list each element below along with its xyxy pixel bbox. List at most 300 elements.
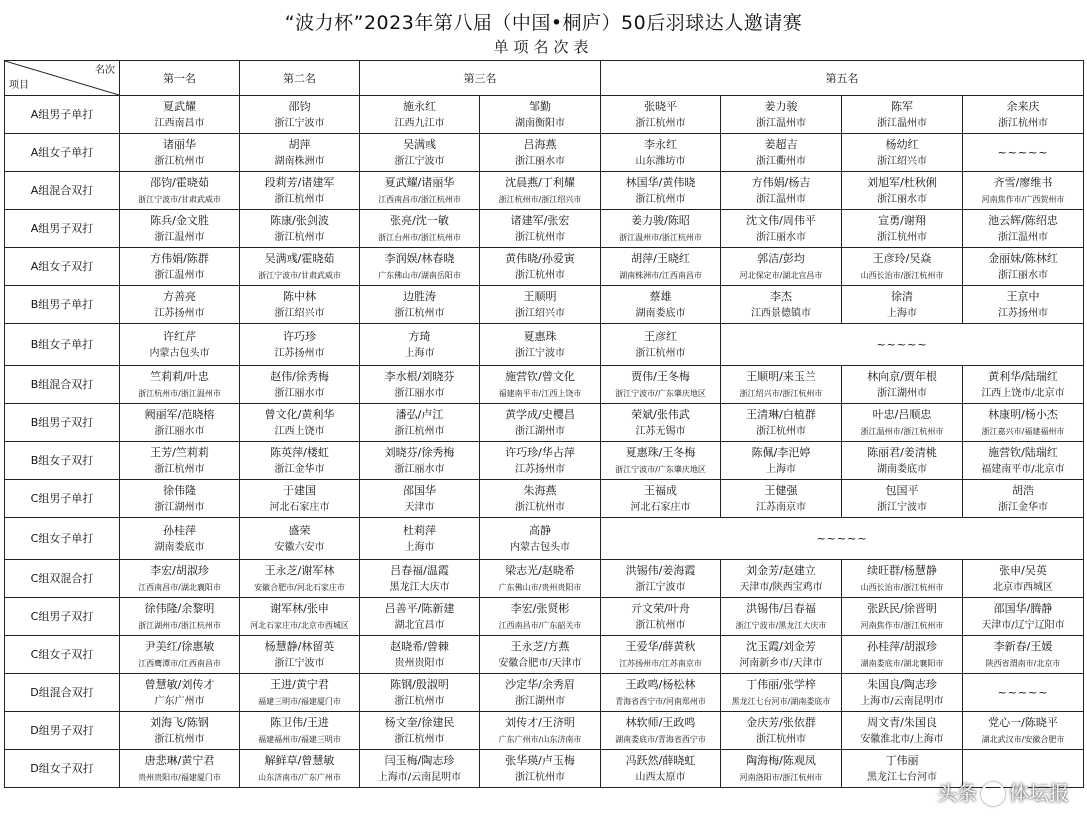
player-names: 林向京/贾年根 (867, 369, 937, 383)
result-cell (842, 248, 963, 286)
player-names: 解鲜草/曾慧敏 (264, 753, 335, 767)
player-names: 林软师/王政鸣 (625, 715, 696, 729)
player-location: 浙江杭州市 (756, 733, 806, 745)
event-name: B组混合双打 (5, 366, 120, 404)
player-names: 吕善平/陈新建 (384, 601, 455, 615)
result-cell (120, 636, 240, 674)
result-cell (120, 750, 240, 788)
result-cell (360, 636, 480, 674)
player-names: 许巧珍 (283, 329, 316, 343)
table-row (5, 172, 1084, 210)
player-names: 陈军 (891, 99, 913, 113)
result-cell (240, 366, 360, 404)
player-location: 广东广州市/山东济南市 (498, 734, 582, 744)
result-cell (480, 598, 601, 636)
player-location: 浙江杭州市 (154, 155, 205, 167)
player-location: 浙江温州市/浙江杭州市 (619, 232, 702, 242)
result-cell (480, 636, 601, 674)
result-cell (240, 560, 360, 598)
empty-placeholder: ~~~~~ (721, 324, 1084, 366)
result-cell (120, 96, 240, 134)
player-location: 浙江湖州市 (515, 425, 565, 437)
ranking-table (4, 60, 1084, 788)
result-cell (721, 480, 842, 518)
result-cell (963, 210, 1084, 248)
player-names: 黄利华/陆瑞红 (988, 369, 1058, 383)
player-location: 贵州贵阳市/福建厦门市 (138, 772, 221, 782)
player-location: 浙江温州市 (756, 117, 806, 129)
player-names: 阙丽军/范晓榕 (144, 407, 215, 421)
player-location: 安徽六安市 (274, 541, 325, 553)
player-location: 浙江杭州市 (394, 733, 445, 745)
result-cell (601, 366, 721, 404)
event-name: C组女子单打 (5, 518, 120, 560)
result-cell (240, 598, 360, 636)
result-cell (842, 598, 963, 636)
player-names: 王顺明 (523, 289, 557, 303)
player-location: 江西南昌市 (154, 117, 205, 129)
player-location: 江苏扬州市 (274, 347, 325, 359)
result-cell (842, 404, 963, 442)
table-row (5, 636, 1084, 674)
player-location: 内蒙古包头市 (510, 541, 570, 553)
player-names: 吕海燕 (523, 137, 557, 151)
player-location: 浙江丽水市 (756, 231, 806, 243)
result-cell (120, 210, 240, 248)
player-names: 徐清 (891, 289, 913, 303)
player-location: 天津市/陕西宝鸡市 (739, 581, 823, 593)
player-location: 天津市 (404, 501, 435, 513)
player-location: 广东佛山市/贵州贵阳市 (498, 582, 582, 592)
player-names: 陈兵/金文胜 (150, 213, 209, 227)
event-name: C组男子单打 (5, 480, 120, 518)
result-cell (480, 674, 601, 712)
player-names: 邵钧/霍晓茹 (150, 175, 209, 189)
event-name: A组混合双打 (5, 172, 120, 210)
player-names: 王彦红 (644, 329, 677, 343)
player-location: 河北保定市/湖北宜昌市 (739, 270, 823, 280)
result-cell (120, 172, 240, 210)
player-location: 浙江杭州市 (515, 501, 565, 513)
result-cell (721, 674, 842, 712)
result-cell (240, 636, 360, 674)
player-location: 浙江嘉兴市/福建福州市 (981, 426, 1065, 436)
result-cell (842, 674, 963, 712)
at-icon (981, 782, 1005, 806)
player-location: 浙江绍兴市 (877, 155, 927, 167)
player-location: 江西上饶市 (274, 425, 325, 437)
player-location: 浙江宁波市/广东肇庆地区 (615, 464, 706, 474)
event-name: A组男子单打 (5, 96, 120, 134)
result-cell (480, 712, 601, 750)
player-location: 浙江金华市 (274, 463, 325, 475)
table-row (5, 96, 1084, 134)
player-location: 浙江温州市 (154, 231, 205, 243)
player-location: 内蒙古包头市 (149, 347, 210, 359)
result-cell (842, 172, 963, 210)
player-location: 湖南衡阳市 (515, 117, 565, 129)
player-location: 北京市西城区 (993, 581, 1053, 593)
player-names: 邵钧 (288, 99, 311, 113)
player-location: 山西长治市/浙江杭州市 (860, 582, 944, 592)
result-cell (360, 480, 480, 518)
result-cell (721, 404, 842, 442)
player-location: 浙江杭州市 (394, 307, 445, 319)
result-cell (120, 560, 240, 598)
result-cell (480, 286, 601, 324)
result-cell (963, 248, 1084, 286)
player-location: 浙江宁波市/甘肃武威市 (258, 270, 341, 280)
player-names: 赵伟/徐秀梅 (270, 369, 329, 383)
result-cell (842, 366, 963, 404)
player-names: 叶忠/吕顺忠 (872, 407, 932, 421)
result-cell (601, 134, 721, 172)
player-location: 广东佛山市/湖南岳阳市 (378, 270, 461, 280)
table-row (5, 366, 1084, 404)
player-location: 河北石家庄市 (630, 501, 691, 513)
result-cell (120, 286, 240, 324)
player-location: 浙江温州市 (877, 117, 927, 129)
result-cell (721, 210, 842, 248)
player-names: 齐雪/廖维书 (993, 175, 1053, 189)
player-names: 李新春/王媛 (993, 639, 1053, 653)
result-cell (240, 286, 360, 324)
result-cell (601, 248, 721, 286)
player-names: 于建国 (283, 483, 316, 497)
player-location: 浙江杭州市 (635, 117, 686, 129)
player-names: 洪锡伟/姜海霞 (625, 563, 696, 577)
result-cell (601, 324, 721, 366)
player-names: 李杰 (770, 289, 792, 303)
player-names: 张亮/沈一敏 (390, 213, 449, 227)
player-location: 浙江杭州市 (515, 231, 565, 243)
player-names: 潘弘/卢江 (395, 407, 444, 421)
page-title: “波力杯”2023年第八届（中国•桐庐）50后羽球达人邀请赛 (284, 12, 803, 34)
player-location: 浙江湖州市 (154, 501, 205, 513)
player-location: 浙江杭州市 (635, 347, 686, 359)
result-cell (963, 712, 1084, 750)
result-cell (721, 712, 842, 750)
player-location: 浙江杭州市/浙江温州市 (138, 388, 221, 398)
player-names: 杨文奎/徐建民 (384, 715, 455, 729)
player-names: 李润娱/林春晓 (384, 251, 455, 265)
player-names: 朱国良/陶志珍 (867, 677, 937, 691)
player-names: 夏武耀 (163, 99, 196, 113)
result-cell (842, 480, 963, 518)
result-cell (963, 480, 1084, 518)
player-names: 陈佩/李汜婷 (751, 445, 811, 459)
player-location: 浙江温州市 (154, 269, 205, 281)
player-names: 陈钢/殷淑明 (390, 677, 449, 691)
result-cell (480, 442, 601, 480)
player-names: 邵国华/腾静 (993, 601, 1053, 615)
player-location: 浙江丽水市 (515, 155, 565, 167)
result-cell (601, 750, 721, 788)
table-row (5, 750, 1084, 788)
player-location: 湖南娄底市 (154, 541, 205, 553)
result-cell (360, 518, 480, 560)
player-names: 徐伟隆 (163, 483, 196, 497)
player-names: 王进/黄宁君 (270, 677, 329, 691)
player-location: 浙江绍兴市/浙江杭州市 (739, 388, 823, 398)
player-location: 贵州贵阳市 (394, 657, 445, 669)
player-location: 浙江杭州市 (998, 117, 1048, 129)
player-location: 湖北武汉市/安徽合肥市 (981, 734, 1065, 744)
player-location: 浙江杭州市 (394, 425, 445, 437)
player-names: 王爱华/薛黄秋 (625, 639, 696, 653)
player-names: 刘海飞/陈钢 (150, 715, 209, 729)
result-cell (360, 750, 480, 788)
player-location: 黑龙江大庆市 (389, 581, 450, 593)
player-location: 安徽淮北市/上海市 (860, 733, 944, 745)
player-location: 福建南平市/北京市 (981, 463, 1065, 475)
result-cell (240, 442, 360, 480)
player-names: 邵国华 (403, 483, 436, 497)
result-cell (480, 404, 601, 442)
player-names: 施永红 (403, 99, 436, 113)
player-location: 湖南娄底市/青海省西宁市 (615, 734, 706, 744)
result-cell (240, 324, 360, 366)
player-location: 上海市 (766, 463, 796, 475)
result-cell (601, 712, 721, 750)
player-location: 浙江丽水市 (394, 463, 445, 475)
player-names: 唐悲琳/黄宁君 (144, 753, 215, 767)
player-names: 曾文化/黄利华 (264, 407, 335, 421)
player-location: 浙江杭州市 (154, 463, 205, 475)
player-location: 福建三明市/福建厦门市 (258, 696, 341, 706)
result-cell (842, 636, 963, 674)
player-names: 吴满彧 (403, 137, 436, 151)
result-cell (360, 712, 480, 750)
player-location: 江苏扬州市 (515, 463, 565, 475)
player-location: 浙江宁波市/广东肇庆地区 (615, 388, 706, 398)
result-cell (480, 480, 601, 518)
player-names: 竺莉莉/叶忠 (150, 369, 209, 383)
result-cell (240, 750, 360, 788)
result-cell (842, 286, 963, 324)
result-cell (360, 560, 480, 598)
player-names: 施营钦/陆瑞红 (988, 445, 1058, 459)
player-location: 江西上饶市/北京市 (981, 387, 1065, 399)
table-row (5, 560, 1084, 598)
empty-placeholder: ~~~~~ (601, 518, 1084, 560)
table-row (5, 324, 1084, 366)
result-cell (601, 442, 721, 480)
corner-item-label: 项目 (9, 80, 29, 91)
result-cell (601, 404, 721, 442)
result-cell (480, 560, 601, 598)
result-cell (601, 598, 721, 636)
player-names: 王健强 (764, 483, 798, 497)
player-location: 浙江杭州市 (274, 193, 325, 205)
event-name: C组双混合打 (5, 560, 120, 598)
player-names: 施营钦/曾文化 (505, 369, 575, 383)
header-fifth: 第五名 (601, 61, 1084, 96)
player-location: 湖南株洲市 (274, 155, 325, 167)
player-names: 徐伟隆/余黎明 (144, 601, 215, 615)
player-location: 湖北宜昌市 (394, 619, 445, 631)
table-row (5, 442, 1084, 480)
player-names: 王顺明/来玉兰 (746, 369, 816, 383)
player-names: 姜超吉 (764, 137, 798, 151)
player-location: 黑龙江七台河市 (867, 771, 937, 783)
player-location: 广东广州市 (154, 695, 205, 707)
player-location: 浙江杭州市 (154, 733, 205, 745)
player-names: 王福成 (644, 483, 677, 497)
result-cell (240, 712, 360, 750)
player-names: 方善亮 (163, 289, 196, 303)
table-row (5, 286, 1084, 324)
result-cell (120, 248, 240, 286)
player-location: 浙江杭州市 (635, 619, 686, 631)
player-names: 陈康/张剑波 (270, 213, 329, 227)
result-cell (120, 366, 240, 404)
player-names: 刘旭军/杜秋俐 (867, 175, 937, 189)
player-names: 张申/吴英 (999, 563, 1047, 577)
player-names: 亓文荣/叶舟 (631, 601, 690, 615)
player-names: 高静 (529, 523, 551, 537)
player-location: 山西长治市/浙江杭州市 (860, 270, 944, 280)
player-names: 金庆芳/张依群 (746, 715, 816, 729)
result-cell (842, 134, 963, 172)
player-names: 杜莉萍 (403, 523, 436, 537)
player-names: 邹勤 (529, 99, 551, 113)
player-location: 浙江杭州市 (515, 771, 565, 783)
player-names: 谢军林/张申 (270, 601, 329, 615)
player-names: 朱海燕 (523, 483, 557, 497)
table-row (5, 248, 1084, 286)
player-names: 林康明/杨小杰 (988, 407, 1058, 421)
player-names: 段莉芳/诸建军 (264, 175, 335, 189)
result-cell (120, 598, 240, 636)
player-names: 沈文伟/周伟平 (746, 213, 816, 227)
result-cell (120, 674, 240, 712)
header-second: 第二名 (240, 61, 360, 96)
player-names: 党心一/陈晓平 (988, 715, 1058, 729)
player-location: 湖南娄底市 (635, 307, 686, 319)
result-cell (721, 636, 842, 674)
table-row (5, 598, 1084, 636)
player-location: 福建南平市/江西上饶市 (498, 388, 582, 398)
player-location: 黑龙江七台河市/湖南娄底市 (731, 696, 831, 706)
player-location: 上海市/云南昆明市 (377, 771, 462, 783)
player-location: 浙江丽水市 (274, 387, 325, 399)
player-names: 边胜涛 (403, 289, 436, 303)
watermark (937, 777, 1069, 807)
result-cell (360, 674, 480, 712)
result-cell (842, 442, 963, 480)
player-names: 李永红 (644, 137, 677, 151)
player-location: 陕西省渭南市/北京市 (985, 658, 1061, 668)
player-names: 赵晓希/曾棘 (390, 639, 449, 653)
player-location: 浙江金华市 (998, 501, 1048, 513)
result-cell (963, 172, 1084, 210)
player-location: 河南焦作市/广西贺州市 (981, 194, 1065, 204)
player-names: 王永芝/谢军林 (264, 563, 335, 577)
player-location: 江苏无锡市 (635, 425, 686, 437)
result-cell (360, 134, 480, 172)
result-cell (240, 172, 360, 210)
player-location: 浙江杭州市 (274, 231, 325, 243)
event-name: A组男子双打 (5, 210, 120, 248)
result-cell (480, 366, 601, 404)
player-location: 浙江杭州市 (635, 193, 686, 205)
player-names: 王京中 (1006, 289, 1040, 303)
player-location: 浙江温州市 (998, 231, 1048, 243)
result-cell (721, 560, 842, 598)
result-cell (360, 324, 480, 366)
result-cell (360, 286, 480, 324)
player-names: 王永芝/方燕 (510, 639, 570, 653)
player-names: 姜力骏 (764, 99, 798, 113)
result-cell (240, 518, 360, 560)
table-row (5, 674, 1084, 712)
result-cell (240, 248, 360, 286)
player-names: 李宏/胡淑珍 (150, 563, 209, 577)
result-cell: ~~~~~ (963, 674, 1084, 712)
player-names: 夏惠珠/王冬梅 (625, 445, 696, 459)
player-names: 许巧珍/华占萍 (505, 445, 575, 459)
player-location: 浙江湖州市 (877, 387, 927, 399)
player-location: 浙江绍兴市 (515, 307, 565, 319)
player-location: 湖南株洲市/江西南昌市 (619, 270, 702, 280)
player-names: 陈英萍/楼虹 (270, 445, 329, 459)
player-location: 浙江衢州市 (756, 155, 806, 167)
result-cell (721, 286, 842, 324)
player-names: 孙桂萍 (163, 523, 196, 537)
player-names: 夏武耀/诸丽华 (384, 175, 455, 189)
result-cell (360, 598, 480, 636)
player-location: 浙江湖州市 (515, 695, 565, 707)
player-names: 吕春福/温霞 (390, 563, 449, 577)
result-cell (480, 324, 601, 366)
player-location: 江西南昌市/浙江杭州市 (378, 194, 461, 204)
corner-rank-label: 名次 (95, 65, 115, 76)
table-row (5, 480, 1084, 518)
event-name: A组女子双打 (5, 248, 120, 286)
player-names: 盛荣 (288, 523, 311, 537)
player-location: 山东潍坊市 (635, 155, 686, 167)
player-names: 曾慧敏/刘传才 (144, 677, 215, 691)
result-cell (480, 750, 601, 788)
player-names: 胡萍 (288, 137, 311, 151)
player-location: 浙江温州市/浙江杭州市 (860, 426, 944, 436)
result-cell (480, 518, 601, 560)
player-names: 方伟娟/杨吉 (751, 175, 811, 189)
result-cell (721, 442, 842, 480)
player-location: 江西南昌市/广东韶关市 (498, 620, 582, 630)
result-cell (360, 366, 480, 404)
player-location: 上海市/云南昆明市 (860, 695, 944, 707)
player-names: 林国华/黄伟晓 (625, 175, 696, 189)
player-location: 浙江杭州市 (756, 425, 806, 437)
player-names: 金丽妹/陈林红 (988, 251, 1058, 265)
result-cell (963, 442, 1084, 480)
result-cell (360, 404, 480, 442)
player-location: 浙江绍兴市 (274, 307, 325, 319)
table-row (5, 404, 1084, 442)
result-cell (240, 480, 360, 518)
player-names: 郭洁/彭均 (757, 251, 805, 265)
corner-cell (5, 61, 120, 96)
player-names: 方琦 (408, 329, 431, 343)
player-names: 王芳/竺莉莉 (150, 445, 209, 459)
player-location: 山东济南市/广东广州市 (258, 772, 341, 782)
header-row (5, 61, 1084, 96)
event-name: D组女子双打 (5, 750, 120, 788)
result-cell (601, 172, 721, 210)
player-names: 张跃民/徐晋明 (867, 601, 937, 615)
